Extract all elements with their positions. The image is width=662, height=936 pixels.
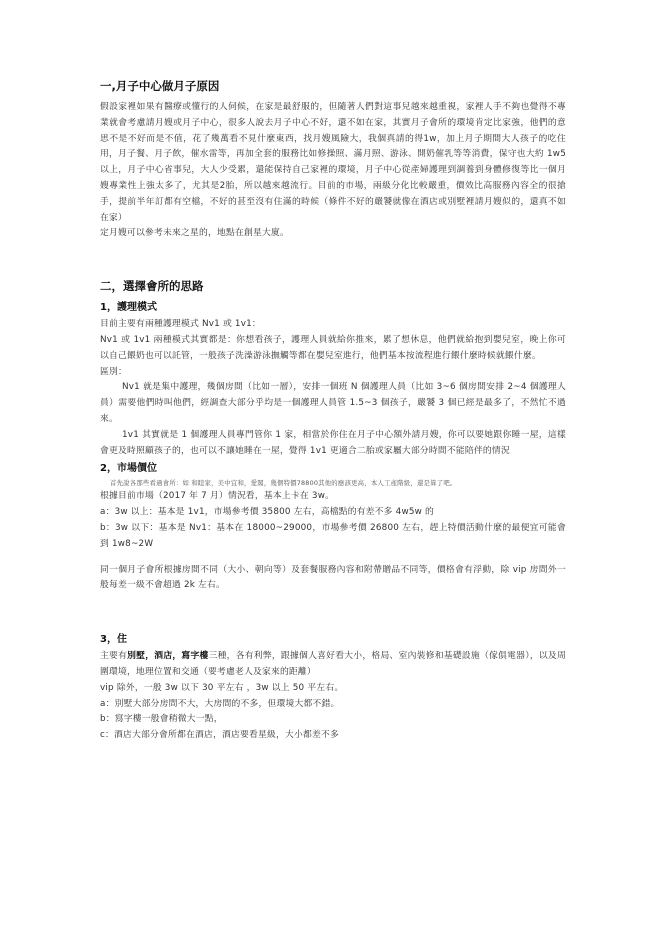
section-1-paragraph: 假設家裡如果有醫療或懂行的人伺候，在家是最舒服的，但隨著人們對這事兒越來越重視，家裡人手不夠也覺得不專業就會考慮請月嫂或月子中心，很多人說去月子中心不好，還不如在家，其實月子會所的環境肯定比家強，他們的意思不是不好而是不值，花了幾萬看不見什麼東西，找月嫂風險大，我個真請的得1w，加上月子期間大人孩子的吃住用，月子餐、月子飲，催水雷等，再加全套的服務比如修操照、滿月照、游泳、開奶催乳等等消費，保守也大約 1w5 以上，月子中心省事兒，大人少受累，還能保持自己家裡的環境，月子中心從產婦護理到調養到身體修復等比一個月嫂專業性上強太多了，尤其是2胎，所以越來越流行。目前的市場，兩級分化比較嚴重，價效比高服務內容全的很搶手，提前半年訂都有空檔，不好的甚至沒有住滿的時候（條件不好的嚴饕就像在酒店或別墅裡請月嫂似的，還真不如在家） xyxy=(100,102,566,223)
price-option-a: a：3w 以上：基本是 1v1，市場參考價 35800 左右，高檔點的有差不多 4w5w 的 xyxy=(100,507,435,518)
section-1-note: 定月嫂可以參考未來之星的，地點在創星大廈。 xyxy=(100,228,289,239)
price-market: 根據目前市場（2017 年 7 月）情況看，基本上卡在 3w。 xyxy=(100,491,335,502)
section-1-heading: 一,月子中心做月子原因 xyxy=(100,79,220,93)
care-mode-description: Nv1 或 1v1 兩種模式其實都是：你想看孩子，護理人員就給你推來，累了想休息，他們就給抱到嬰兒室，晚上你可以自己餵奶也可以託管，一般孩子洗澡游泳撫觸等都在嬰兒室進行，他們基本按流程進行餵什麼時候就餵什麼。 xyxy=(100,334,566,361)
housing-size: vip 除外，一般 3w 以下 30 平左右 ，3w 以上 50 平左右。 xyxy=(100,682,344,693)
price-option-b: b：3w 以下：基本是 Nv1：基本在 18000~29000，市場參考價 26800 左右，趕上特價活動什麼的最便宜可能會到 1w8~2W xyxy=(100,522,566,549)
care-mode-nv1: Nv1 就是集中護理，幾個房間（比如一層），安排一個班 N 個護理人員（比如 3~6 個房間安排 2~4 個護理人員）需要他們時叫他們，經調查大部分乎均是一個護理人員管 1.5~3 個孩子，嚴饕 3 個已經是最多了，不然忙不過來。 xyxy=(100,382,566,424)
subsection-care-mode-heading: 1，護理模式 xyxy=(100,302,157,314)
section-2-heading: 二，選擇會所的思路 xyxy=(100,279,204,294)
care-mode-difference-label: 區別： xyxy=(100,366,127,377)
housing-option-a: a：別墅大部分房間不大，大房間的不多，但環境大都不錯。 xyxy=(100,698,340,709)
price-variation: 同一個月子會所根據房間不同（大小、朝向等）及套餐服務內容和附帶贈品不同等，價格會有浮動，除 vip 房間外一般每差一級不會超過 2k 左右。 xyxy=(100,564,566,591)
section-3-heading: 3，住 xyxy=(100,634,127,646)
section-3-intro xyxy=(100,649,566,681)
housing-option-c: c：酒店大部分會所都在酒店，酒店要看星級，大小都差不多 xyxy=(100,730,339,741)
intro-rest: 三種，各有利弊，跟據個人喜好看大小，格局、室內裝修和基礎設施（傢俱電器），以及周圍環境，地理位置和交通（要考慮老人及家來的距離） xyxy=(100,651,566,677)
intro-bold-types: 別墅，酒店，寫字樓 xyxy=(127,651,209,662)
care-mode-intro: 目前主要有兩種護理模式 Nv1 或 1v1： xyxy=(100,319,261,330)
housing-option-b: b：寫字樓一般會稍微大一點， xyxy=(100,714,223,725)
care-mode-1v1: 1v1 其實就是 1 個護理人員專門管你 1 家，相當於你住在月子中心額外請月嫂，你可以要她跟你睡一屋，這樣會更及時照顧孩子的，也可以不讓她睡在一屋，覺得 1v1 更適合二胎或家屬大部分時間不能陪伴的情況 xyxy=(100,429,566,456)
price-note: 首先說各那些看過會所：如 和睦家，美中宜和，愛閣，幾個特價78800其他的應該更高，本人工產階級，還是算了吧。 xyxy=(110,479,457,488)
subsection-price-heading: 2，市場價位 xyxy=(100,463,157,475)
intro-prefix: 主要有 xyxy=(100,651,128,662)
